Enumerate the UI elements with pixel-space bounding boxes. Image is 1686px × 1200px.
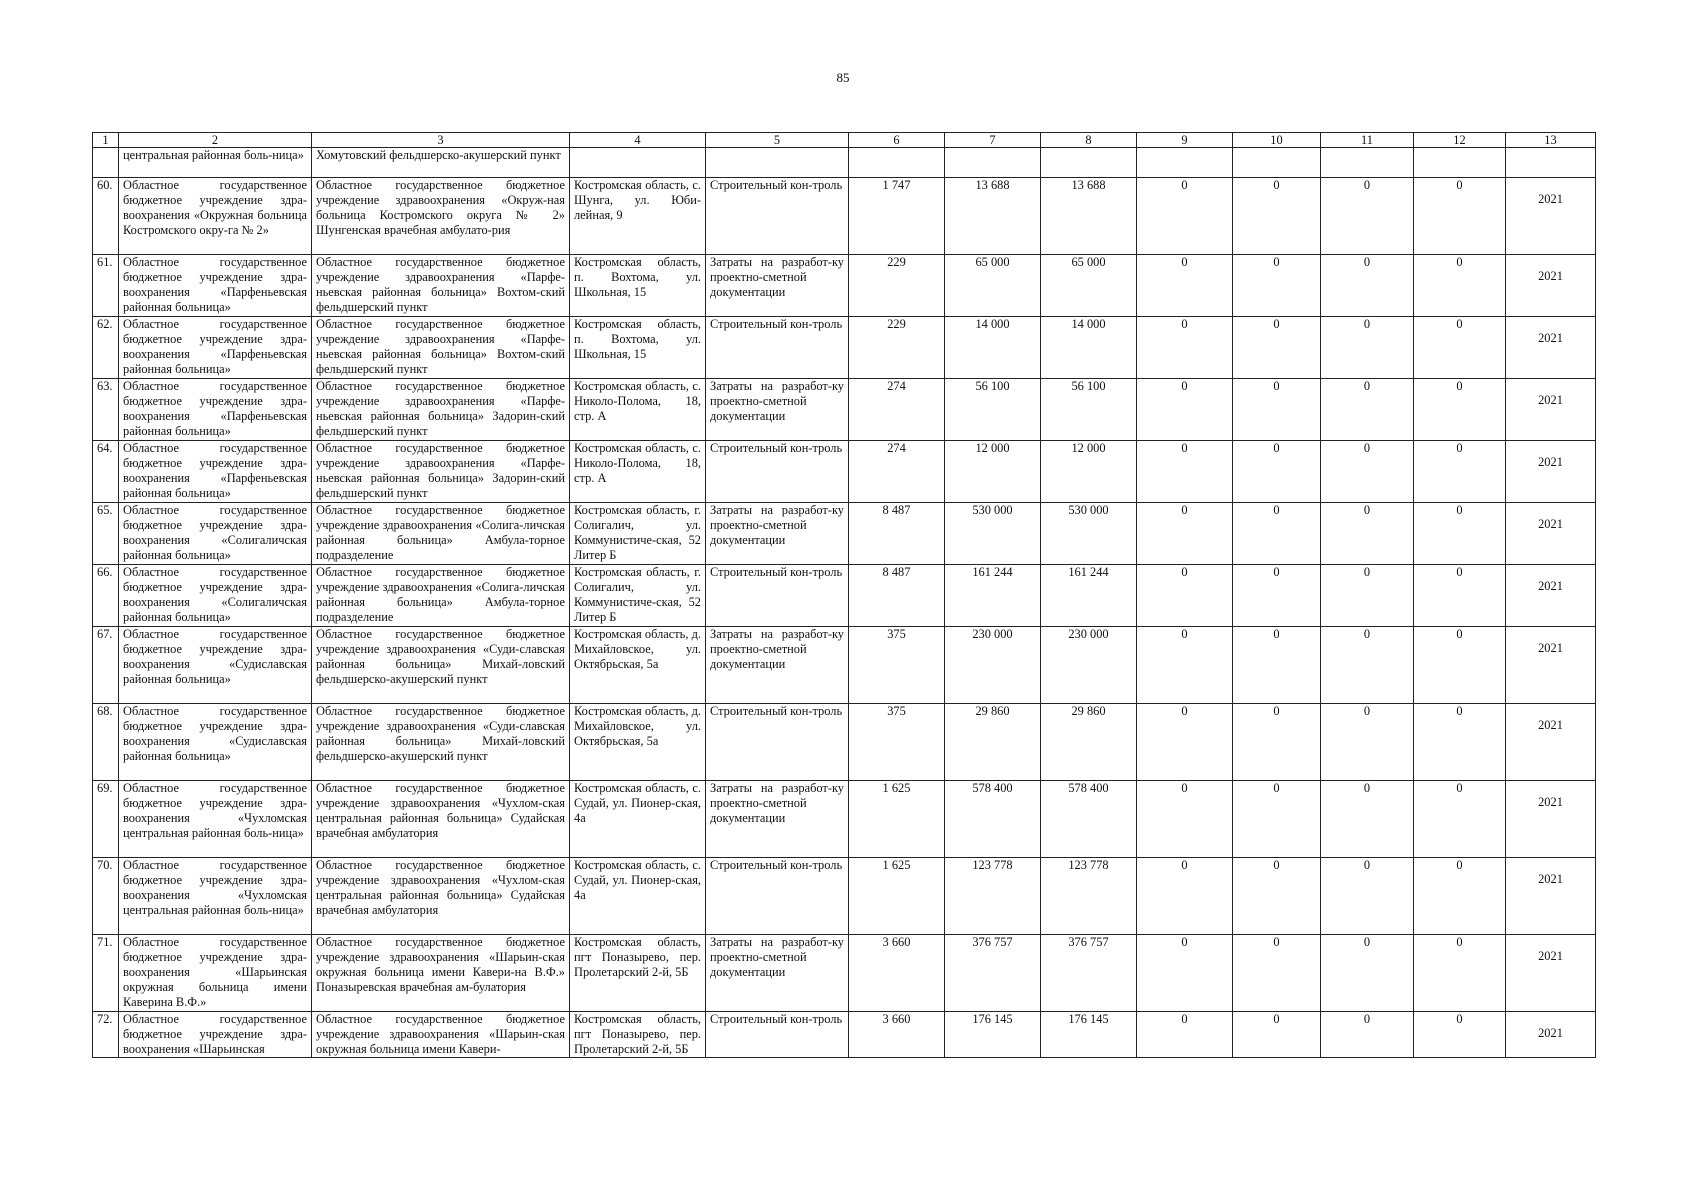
organization-cell: Областное государственное бюджетное учреждение здра-воохранения «Чухломская центральная районная боль-ница» (119, 781, 312, 858)
value-cell: 0 (1137, 178, 1233, 255)
year-cell: 2021 (1506, 1012, 1596, 1058)
table-row (93, 935, 1596, 1012)
facility-cell: Областное государственное бюджетное учреждение здравоохранения «Парфе-ньевская районная больница» Задорин-ский фельдшерский пункт (312, 441, 570, 503)
value-cell: 3 660 (849, 1012, 945, 1058)
value-cell (1233, 148, 1321, 178)
value-cell: 0 (1233, 1012, 1321, 1058)
column-header: 6 (849, 133, 945, 148)
year-cell: 2021 (1506, 441, 1596, 503)
address-cell: Костромская область, с. Судай, ул. Пионер-ская, 4а (570, 858, 706, 935)
table-row (93, 704, 1596, 781)
facility-cell: Областное государственное бюджетное учреждение здравоохранения «Чухлом-ская центральная районная больница» Судайская врачебная амбулатория (312, 858, 570, 935)
organization-cell: Областное государственное бюджетное учреждение здра-воохранения «Солигаличская районная больница» (119, 503, 312, 565)
address-cell: Костромская область, с. Шунга, ул. Юби-лейная, 9 (570, 178, 706, 255)
value-cell: 12 000 (1041, 441, 1137, 503)
value-cell: 0 (1233, 627, 1321, 704)
address-cell: Костромская область, д. Михайловское, ул. Октябрьская, 5а (570, 704, 706, 781)
value-cell: 0 (1321, 503, 1414, 565)
value-cell: 8 487 (849, 503, 945, 565)
organization-cell: центральная районная боль-ница» (119, 148, 312, 178)
value-cell: 0 (1321, 565, 1414, 627)
organization-cell: Областное государственное бюджетное учреждение здра-воохранения «Чухломская центральная районная боль-ница» (119, 858, 312, 935)
value-cell (1041, 148, 1137, 178)
value-cell: 0 (1414, 255, 1506, 317)
value-cell: 0 (1321, 255, 1414, 317)
value-cell: 0 (1414, 565, 1506, 627)
column-header: 3 (312, 133, 570, 148)
year-cell: 2021 (1506, 503, 1596, 565)
value-cell: 0 (1137, 441, 1233, 503)
address-cell (570, 148, 706, 178)
column-number-header (93, 133, 1596, 148)
facility-cell: Хомутовский фельдшерско-акушерский пункт (312, 148, 570, 178)
work-type-cell: Затраты на разработ-ку проектно-сметной документации (706, 503, 849, 565)
facility-cell: Областное государственное бюджетное учреждение здравоохранения «Чухлом-ская центральная районная больница» Судайская врачебная амбулатория (312, 781, 570, 858)
row-number-cell: 68. (93, 704, 119, 781)
row-number-cell: 71. (93, 935, 119, 1012)
value-cell: 0 (1233, 178, 1321, 255)
row-number-cell: 70. (93, 858, 119, 935)
organization-cell: Областное государственное бюджетное учреждение здра-воохранения «Шарьинская окружная больница имени Каверина В.Ф.» (119, 935, 312, 1012)
facility-cell: Областное государственное бюджетное учреждение здравоохранения «Шарьин-ская окружная больница имени Кавери- (312, 1012, 570, 1058)
column-header: 4 (570, 133, 706, 148)
value-cell (1137, 148, 1233, 178)
work-type-cell: Затраты на разработ-ку проектно-сметной документации (706, 255, 849, 317)
page-number: 85 (836, 70, 850, 85)
row-number-cell: 64. (93, 441, 119, 503)
value-cell: 29 860 (945, 704, 1041, 781)
address-cell: Костромская область, г. Солигалич, ул. Коммунистиче-ская, 52 Литер Б (570, 565, 706, 627)
row-number-cell: 63. (93, 379, 119, 441)
value-cell: 0 (1233, 781, 1321, 858)
value-cell: 123 778 (945, 858, 1041, 935)
row-number-cell: 67. (93, 627, 119, 704)
value-cell: 65 000 (945, 255, 1041, 317)
value-cell: 1 625 (849, 858, 945, 935)
table-row-continuation (93, 148, 1596, 178)
value-cell: 65 000 (1041, 255, 1137, 317)
value-cell: 0 (1233, 317, 1321, 379)
value-cell: 0 (1137, 255, 1233, 317)
year-cell: 2021 (1506, 858, 1596, 935)
organization-cell: Областное государственное бюджетное учреждение здра-воохранения «Парфеньевская районная больница» (119, 441, 312, 503)
value-cell: 0 (1137, 317, 1233, 379)
column-header: 1 (93, 133, 119, 148)
organization-cell: Областное государственное бюджетное учреждение здра-воохранения «Парфеньевская районная больница» (119, 317, 312, 379)
value-cell: 0 (1233, 704, 1321, 781)
column-header: 9 (1137, 133, 1233, 148)
row-number-cell: 65. (93, 503, 119, 565)
value-cell: 0 (1414, 858, 1506, 935)
facility-cell: Областное государственное бюджетное учреждение здравоохранения «Суди-славская районная больница» Михай-ловский фельдшерско-акушерский пункт (312, 627, 570, 704)
value-cell: 0 (1233, 565, 1321, 627)
data-table (92, 132, 1596, 1058)
column-header: 10 (1233, 133, 1321, 148)
value-cell: 0 (1321, 379, 1414, 441)
address-cell: Костромская область, п. Вохтома, ул. Школьная, 15 (570, 317, 706, 379)
value-cell: 0 (1414, 178, 1506, 255)
organization-cell: Областное государственное бюджетное учреждение здра-воохранения «Судиславская районная больница» (119, 627, 312, 704)
work-type-cell (706, 148, 849, 178)
table-row (93, 441, 1596, 503)
value-cell (1414, 148, 1506, 178)
value-cell (1321, 148, 1414, 178)
value-cell: 274 (849, 441, 945, 503)
year-cell: 2021 (1506, 178, 1596, 255)
value-cell: 176 145 (1041, 1012, 1137, 1058)
value-cell: 0 (1137, 781, 1233, 858)
value-cell: 0 (1321, 441, 1414, 503)
year-cell: 2021 (1506, 565, 1596, 627)
value-cell: 0 (1233, 255, 1321, 317)
value-cell: 0 (1321, 627, 1414, 704)
value-cell: 56 100 (945, 379, 1041, 441)
value-cell: 161 244 (1041, 565, 1137, 627)
value-cell: 0 (1137, 1012, 1233, 1058)
address-cell: Костромская область, г. Солигалич, ул. Коммунистиче-ская, 52 Литер Б (570, 503, 706, 565)
value-cell: 0 (1233, 441, 1321, 503)
value-cell: 0 (1233, 503, 1321, 565)
year-cell: 2021 (1506, 627, 1596, 704)
address-cell: Костромская область, д. Михайловское, ул. Октябрьская, 5а (570, 627, 706, 704)
row-number-cell: 60. (93, 178, 119, 255)
year-cell: 2021 (1506, 704, 1596, 781)
work-type-cell: Затраты на разработ-ку проектно-сметной документации (706, 781, 849, 858)
year-cell: 2021 (1506, 379, 1596, 441)
facility-cell: Областное государственное бюджетное учреждение здравоохранения «Шарьин-ская окружная больница имени Кавери-на В.Ф.» Поназыревская врачебная ам-булатория (312, 935, 570, 1012)
value-cell: 0 (1414, 935, 1506, 1012)
column-header: 5 (706, 133, 849, 148)
organization-cell: Областное государственное бюджетное учреждение здра-воохранения «Парфеньевская районная больница» (119, 379, 312, 441)
value-cell: 0 (1414, 379, 1506, 441)
value-cell: 0 (1233, 858, 1321, 935)
value-cell: 0 (1414, 781, 1506, 858)
work-type-cell: Затраты на разработ-ку проектно-сметной документации (706, 379, 849, 441)
column-header: 8 (1041, 133, 1137, 148)
value-cell: 12 000 (945, 441, 1041, 503)
work-type-cell: Строительный кон-троль (706, 704, 849, 781)
value-cell: 0 (1137, 565, 1233, 627)
work-type-cell: Строительный кон-троль (706, 441, 849, 503)
value-cell: 0 (1321, 178, 1414, 255)
value-cell: 0 (1321, 704, 1414, 781)
table-row (93, 781, 1596, 858)
value-cell: 375 (849, 704, 945, 781)
table-row (93, 178, 1596, 255)
work-type-cell: Строительный кон-троль (706, 565, 849, 627)
table-row (93, 255, 1596, 317)
value-cell: 8 487 (849, 565, 945, 627)
value-cell: 229 (849, 317, 945, 379)
value-cell: 3 660 (849, 935, 945, 1012)
value-cell: 0 (1137, 858, 1233, 935)
table-row (93, 1012, 1596, 1058)
value-cell: 376 757 (1041, 935, 1137, 1012)
value-cell: 578 400 (945, 781, 1041, 858)
work-type-cell: Затраты на разработ-ку проектно-сметной документации (706, 627, 849, 704)
value-cell: 0 (1321, 1012, 1414, 1058)
facility-cell: Областное государственное бюджетное учреждение здравоохранения «Парфе-ньевская районная больница» Задорин-ский фельдшерский пункт (312, 379, 570, 441)
organization-cell: Областное государственное бюджетное учреждение здра-воохранения «Парфеньевская районная больница» (119, 255, 312, 317)
facility-cell: Областное государственное бюджетное учреждение здравоохранения «Парфе-ньевская районная больница» Вохтом-ский фельдшерский пункт (312, 317, 570, 379)
value-cell: 161 244 (945, 565, 1041, 627)
value-cell: 123 778 (1041, 858, 1137, 935)
year-cell: 2021 (1506, 781, 1596, 858)
value-cell: 176 145 (945, 1012, 1041, 1058)
year-cell (1506, 148, 1596, 178)
column-header: 7 (945, 133, 1041, 148)
value-cell: 0 (1137, 627, 1233, 704)
table-row (93, 627, 1596, 704)
value-cell: 0 (1321, 935, 1414, 1012)
row-number-cell: 72. (93, 1012, 119, 1058)
value-cell: 0 (1414, 441, 1506, 503)
value-cell: 230 000 (945, 627, 1041, 704)
address-cell: Костромская область, пгт Поназырево, пер. Пролетарский 2-й, 5Б (570, 1012, 706, 1058)
value-cell: 0 (1321, 781, 1414, 858)
value-cell: 0 (1321, 317, 1414, 379)
value-cell: 229 (849, 255, 945, 317)
table-row (93, 565, 1596, 627)
column-header: 11 (1321, 133, 1414, 148)
work-type-cell: Строительный кон-троль (706, 178, 849, 255)
facility-cell: Областное государственное бюджетное учреждение здравоохранения «Парфе-ньевская районная больница» Вохтом-ский фельдшерский пункт (312, 255, 570, 317)
row-number-cell (93, 148, 119, 178)
value-cell: 13 688 (1041, 178, 1137, 255)
value-cell: 0 (1414, 627, 1506, 704)
table-row (93, 503, 1596, 565)
organization-cell: Областное государственное бюджетное учреждение здра-воохранения «Судиславская районная больница» (119, 704, 312, 781)
value-cell: 14 000 (1041, 317, 1137, 379)
organization-cell: Областное государственное бюджетное учреждение здра-воохранения «Окружная больница Костромского окру-га № 2» (119, 178, 312, 255)
value-cell: 0 (1233, 379, 1321, 441)
table-row (93, 379, 1596, 441)
table-row (93, 317, 1596, 379)
value-cell: 0 (1233, 935, 1321, 1012)
work-type-cell: Затраты на разработ-ку проектно-сметной документации (706, 935, 849, 1012)
organization-cell: Областное государственное бюджетное учреждение здра-воохранения «Солигаличская районная больница» (119, 565, 312, 627)
column-header: 2 (119, 133, 312, 148)
value-cell: 56 100 (1041, 379, 1137, 441)
value-cell: 0 (1414, 1012, 1506, 1058)
row-number-cell: 69. (93, 781, 119, 858)
value-cell (945, 148, 1041, 178)
value-cell: 13 688 (945, 178, 1041, 255)
value-cell: 530 000 (1041, 503, 1137, 565)
value-cell: 376 757 (945, 935, 1041, 1012)
table-row (93, 858, 1596, 935)
row-number-cell: 66. (93, 565, 119, 627)
value-cell: 1 747 (849, 178, 945, 255)
year-cell: 2021 (1506, 935, 1596, 1012)
value-cell: 29 860 (1041, 704, 1137, 781)
value-cell: 530 000 (945, 503, 1041, 565)
column-header: 13 (1506, 133, 1596, 148)
value-cell (849, 148, 945, 178)
value-cell: 0 (1321, 858, 1414, 935)
value-cell: 578 400 (1041, 781, 1137, 858)
column-header: 12 (1414, 133, 1506, 148)
value-cell: 0 (1414, 317, 1506, 379)
year-cell: 2021 (1506, 255, 1596, 317)
work-type-cell: Строительный кон-троль (706, 317, 849, 379)
work-type-cell: Строительный кон-троль (706, 1012, 849, 1058)
value-cell: 0 (1137, 379, 1233, 441)
facility-cell: Областное государственное бюджетное учреждение здравоохранения «Суди-славская районная больница» Михай-ловский фельдшерско-акушерский пункт (312, 704, 570, 781)
facility-cell: Областное государственное бюджетное учреждение здравоохранения «Солига-личская районная больница» Амбула-торное подразделение (312, 565, 570, 627)
organization-cell: Областное государственное бюджетное учреждение здра-воохранения «Шарьинская (119, 1012, 312, 1058)
value-cell: 375 (849, 627, 945, 704)
address-cell: Костромская область, с. Судай, ул. Пионер-ская, 4а (570, 781, 706, 858)
facility-cell: Областное государственное бюджетное учреждение здравоохранения «Солига-личская районная больница» Амбула-торное подразделение (312, 503, 570, 565)
value-cell: 14 000 (945, 317, 1041, 379)
address-cell: Костромская область, с. Николо-Полома, 18, стр. А (570, 441, 706, 503)
address-cell: Костромская область, с. Николо-Полома, 18, стр. А (570, 379, 706, 441)
value-cell: 230 000 (1041, 627, 1137, 704)
value-cell: 274 (849, 379, 945, 441)
value-cell: 0 (1137, 503, 1233, 565)
address-cell: Костромская область, п. Вохтома, ул. Школьная, 15 (570, 255, 706, 317)
row-number-cell: 62. (93, 317, 119, 379)
address-cell: Костромская область, пгт Поназырево, пер. Пролетарский 2-й, 5Б (570, 935, 706, 1012)
value-cell: 0 (1414, 503, 1506, 565)
work-type-cell: Строительный кон-троль (706, 858, 849, 935)
value-cell: 0 (1414, 704, 1506, 781)
year-cell: 2021 (1506, 317, 1596, 379)
value-cell: 0 (1137, 935, 1233, 1012)
facility-cell: Областное государственное бюджетное учреждение здравоохранения «Окруж-ная больница Костромского округа № 2» Шунгенская врачебная амбулато-рия (312, 178, 570, 255)
value-cell: 0 (1137, 704, 1233, 781)
row-number-cell: 61. (93, 255, 119, 317)
value-cell: 1 625 (849, 781, 945, 858)
